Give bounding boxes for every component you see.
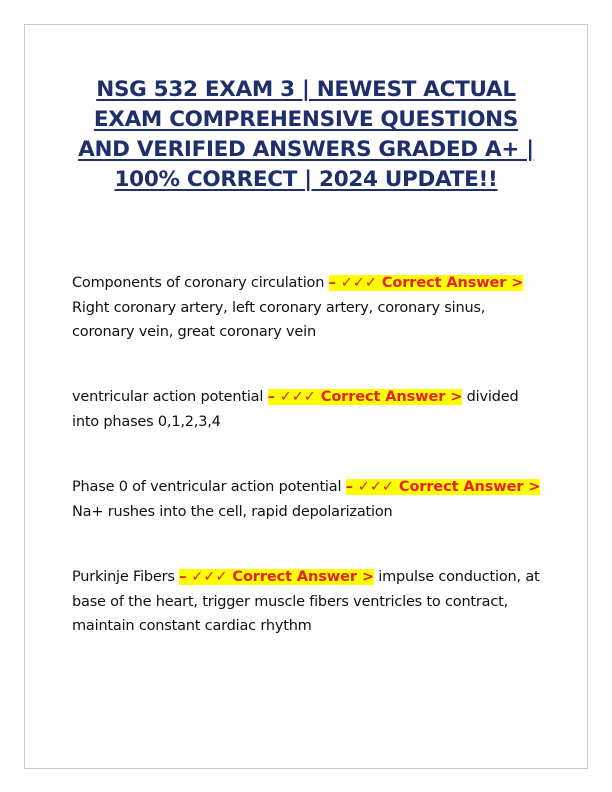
answer-text: Na+ rushes into the cell, rapid depolarization	[72, 503, 393, 520]
correct-answer-marker: – ✓✓✓ Correct Answer >	[328, 275, 524, 291]
correct-answer-marker: – ✓✓✓ Correct Answer >	[345, 479, 541, 495]
qa-item	[72, 475, 542, 524]
question-text: Purkinje Fibers	[72, 569, 175, 585]
correct-answer-marker: – ✓✓✓ Correct Answer >	[179, 569, 374, 585]
qa-item	[72, 271, 542, 345]
question-text: Components of coronary circulation	[72, 275, 325, 291]
document-title: NSG 532 EXAM 3 | NEWEST ACTUAL EXAM COMPREHENSIVE QUESTIONS AND VERIFIED ANSWERS GRADED A+ | 100% CORRECT | 2024 UPDATE!!	[78, 77, 534, 192]
answer-text: Right coronary artery, left coronary artery, coronary sinus, coronary vein, great coronary vein	[72, 299, 486, 340]
question-text: ventricular action potential	[72, 389, 264, 405]
qa-item	[72, 565, 542, 639]
qa-item	[72, 385, 542, 434]
question-text: Phase 0 of ventricular action potential	[72, 479, 342, 495]
answer-text: divided into phases 0,1,2,3,4	[72, 389, 519, 430]
correct-answer-marker: – ✓✓✓ Correct Answer >	[267, 389, 463, 405]
answer-text: impulse conduction, at base of the heart, trigger muscle fibers ventricles to contract, maintain constant cardiac rhythm	[72, 569, 540, 634]
